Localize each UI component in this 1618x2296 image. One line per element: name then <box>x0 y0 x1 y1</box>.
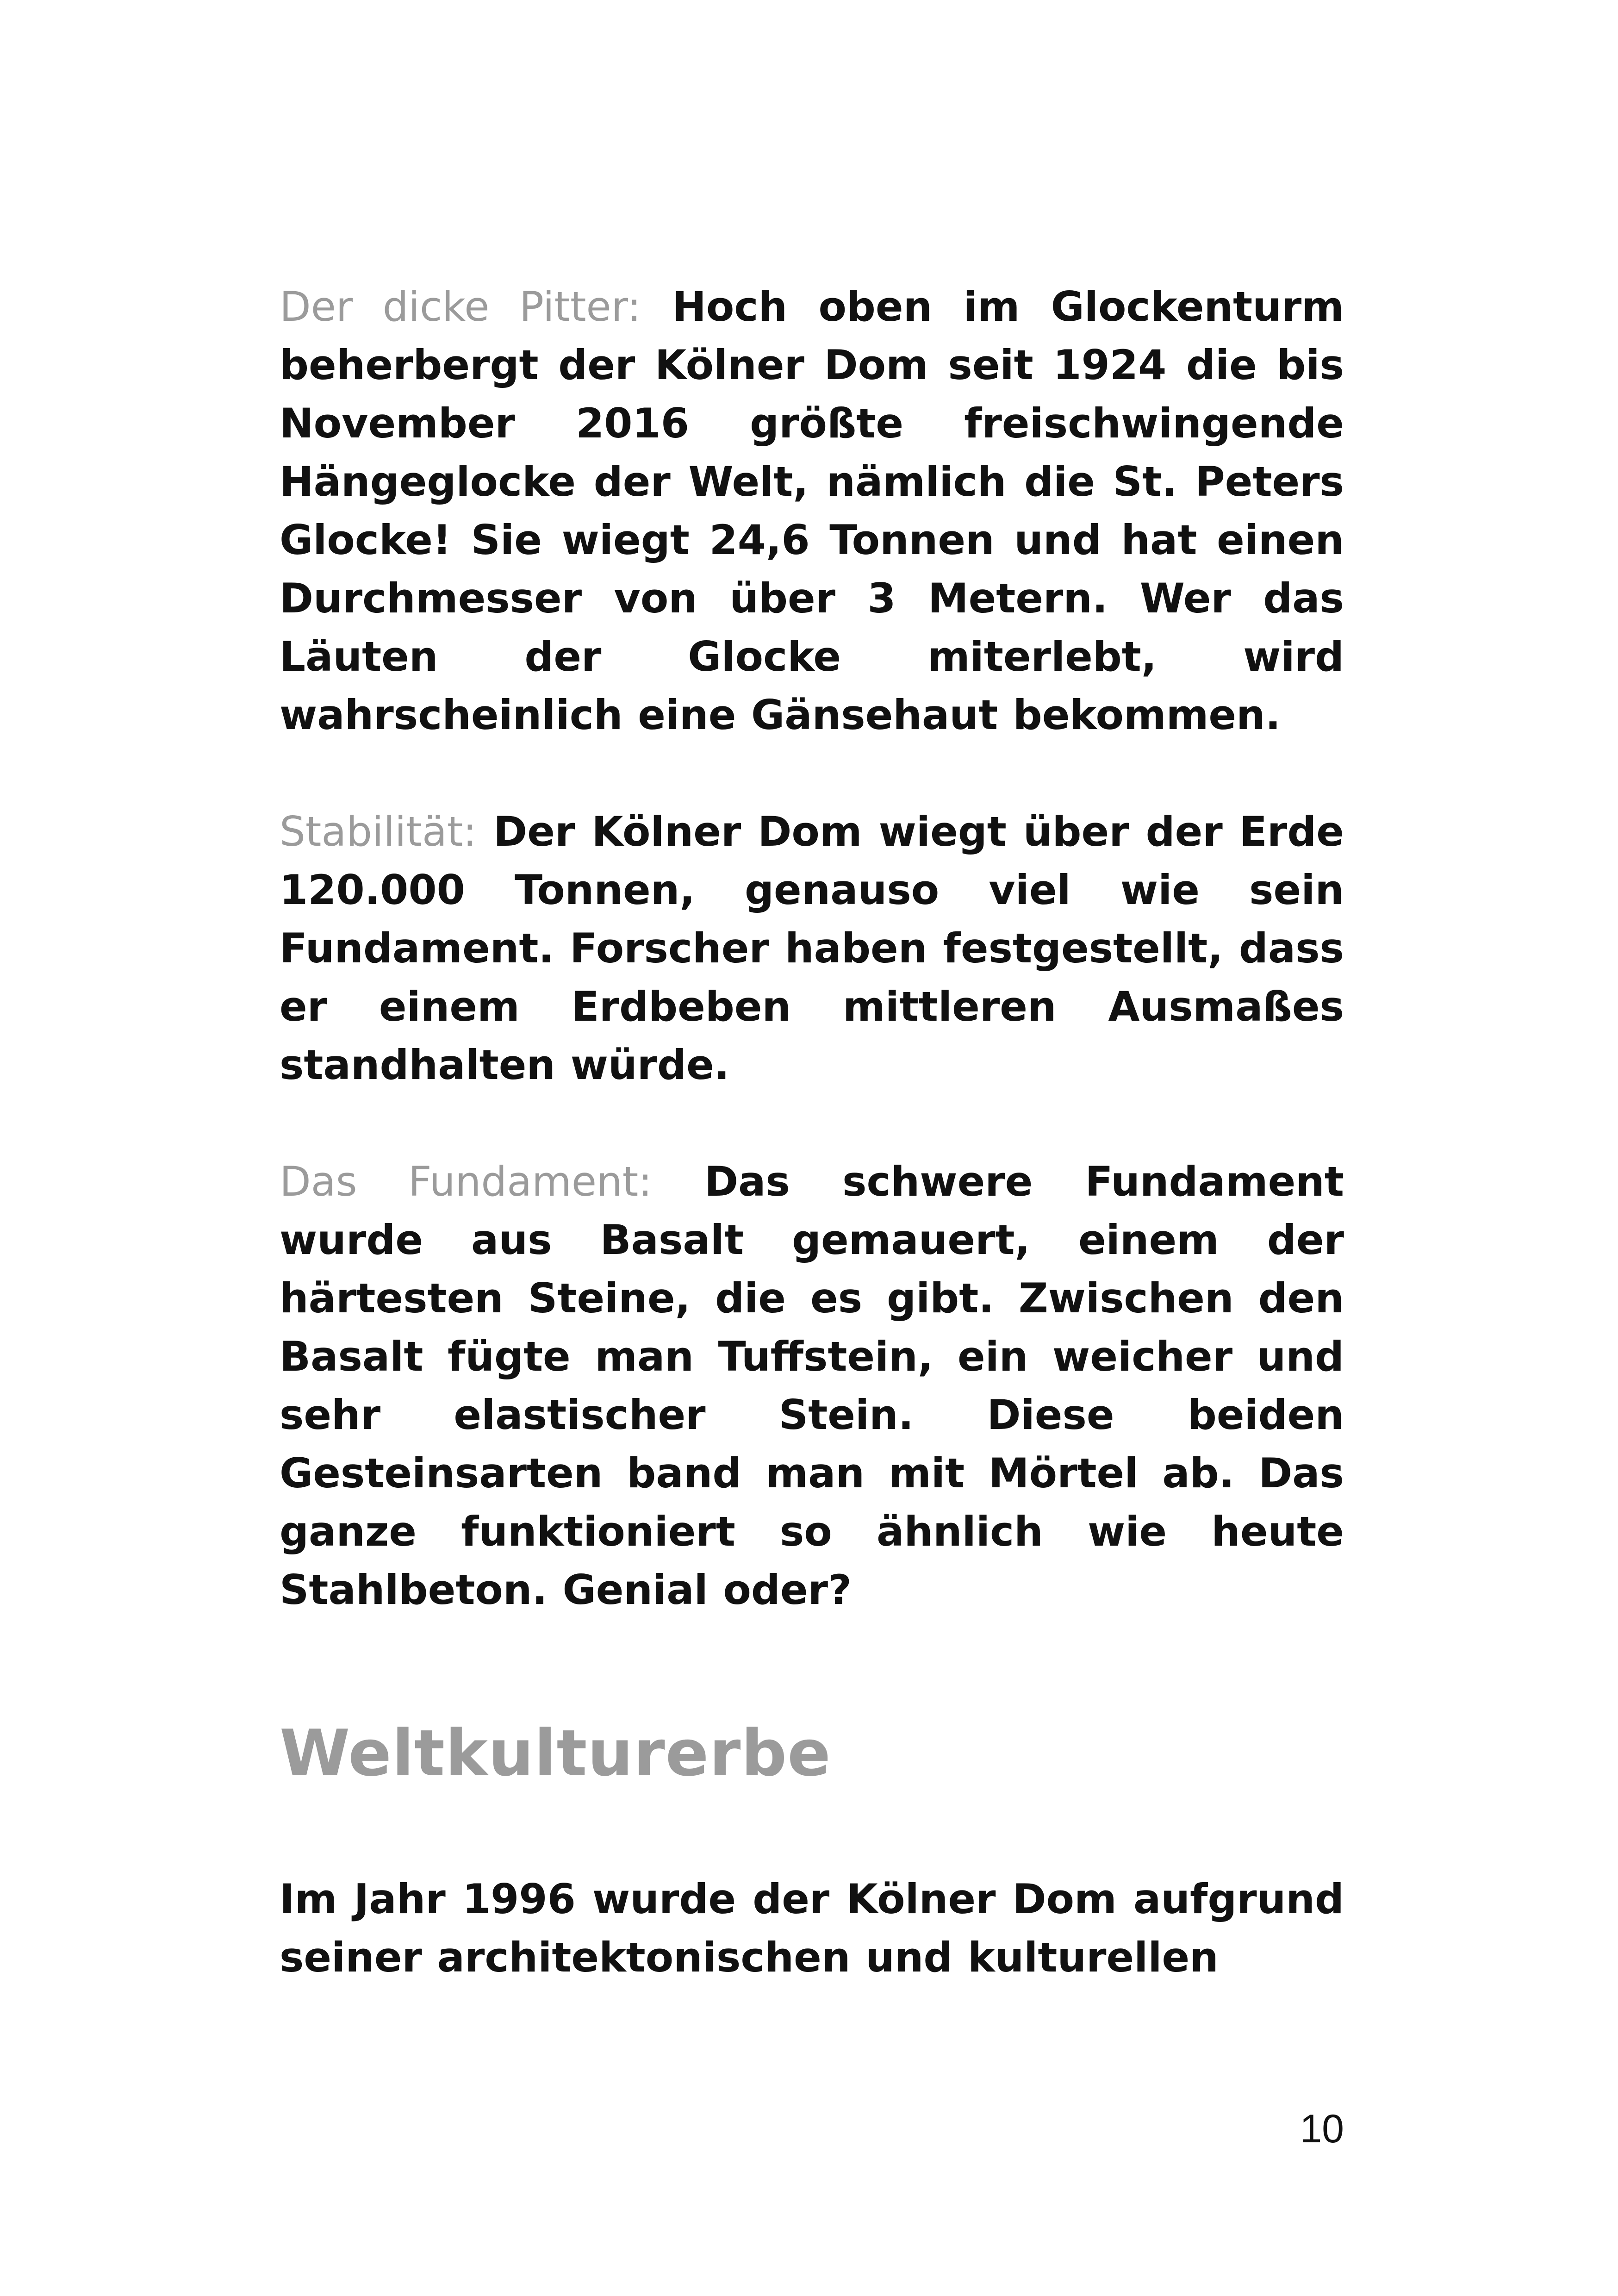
page-content <box>280 278 1344 1981</box>
paragraph-label: Der dicke Pitter: <box>280 283 641 331</box>
section-paragraph: Im Jahr 1996 wurde der Kölner Dom aufgrund seiner architektonischen und kulturellen <box>280 1875 1344 1981</box>
paragraph-label: Das Fundament: <box>280 1158 652 1205</box>
paragraph-text: Das schwere Fundament wurde aus Basalt gemauert, einem der härtesten Steine, die es gibt. Zwischen den Basalt fügte man Tuffstein, ein weicher und sehr elastischer Stein. Diese beiden Gesteinsarten band man mit Mörtel ab. Das ganze funktioniert so ähnlich wie heute Stahlbeton. Genial oder? <box>280 1158 1344 1614</box>
paragraph-stabilitaet <box>280 803 1344 1094</box>
paragraph-text: Der Kölner Dom wiegt über der Erde 120.000 Tonnen, genauso viel wie sein Fundament. Forscher haben festgestellt, dass er einem Erdbeben mittleren Ausmaßes standhalten würde. <box>280 808 1344 1089</box>
paragraph-der-dicke-pitter <box>280 278 1344 744</box>
paragraph-das-fundament <box>280 1153 1344 1619</box>
section-heading: Weltkulturerbe <box>280 1716 831 1791</box>
page-number: 10 <box>1300 2107 1344 2151</box>
paragraph-text: Hoch oben im Glockenturm beherbergt der Kölner Dom seit 1924 die bis November 2016 größte freischwingende Hängeglocke der Welt, nämlich die St. Peters Glocke! Sie wiegt 24,6 Tonnen und hat einen Durchmesser von über 3 Metern. Wer das Läuten der Glocke miterlebt, wird wahrscheinlich eine Gänsehaut bekommen. <box>280 283 1344 739</box>
paragraph-label: Stabilität: <box>280 808 477 855</box>
